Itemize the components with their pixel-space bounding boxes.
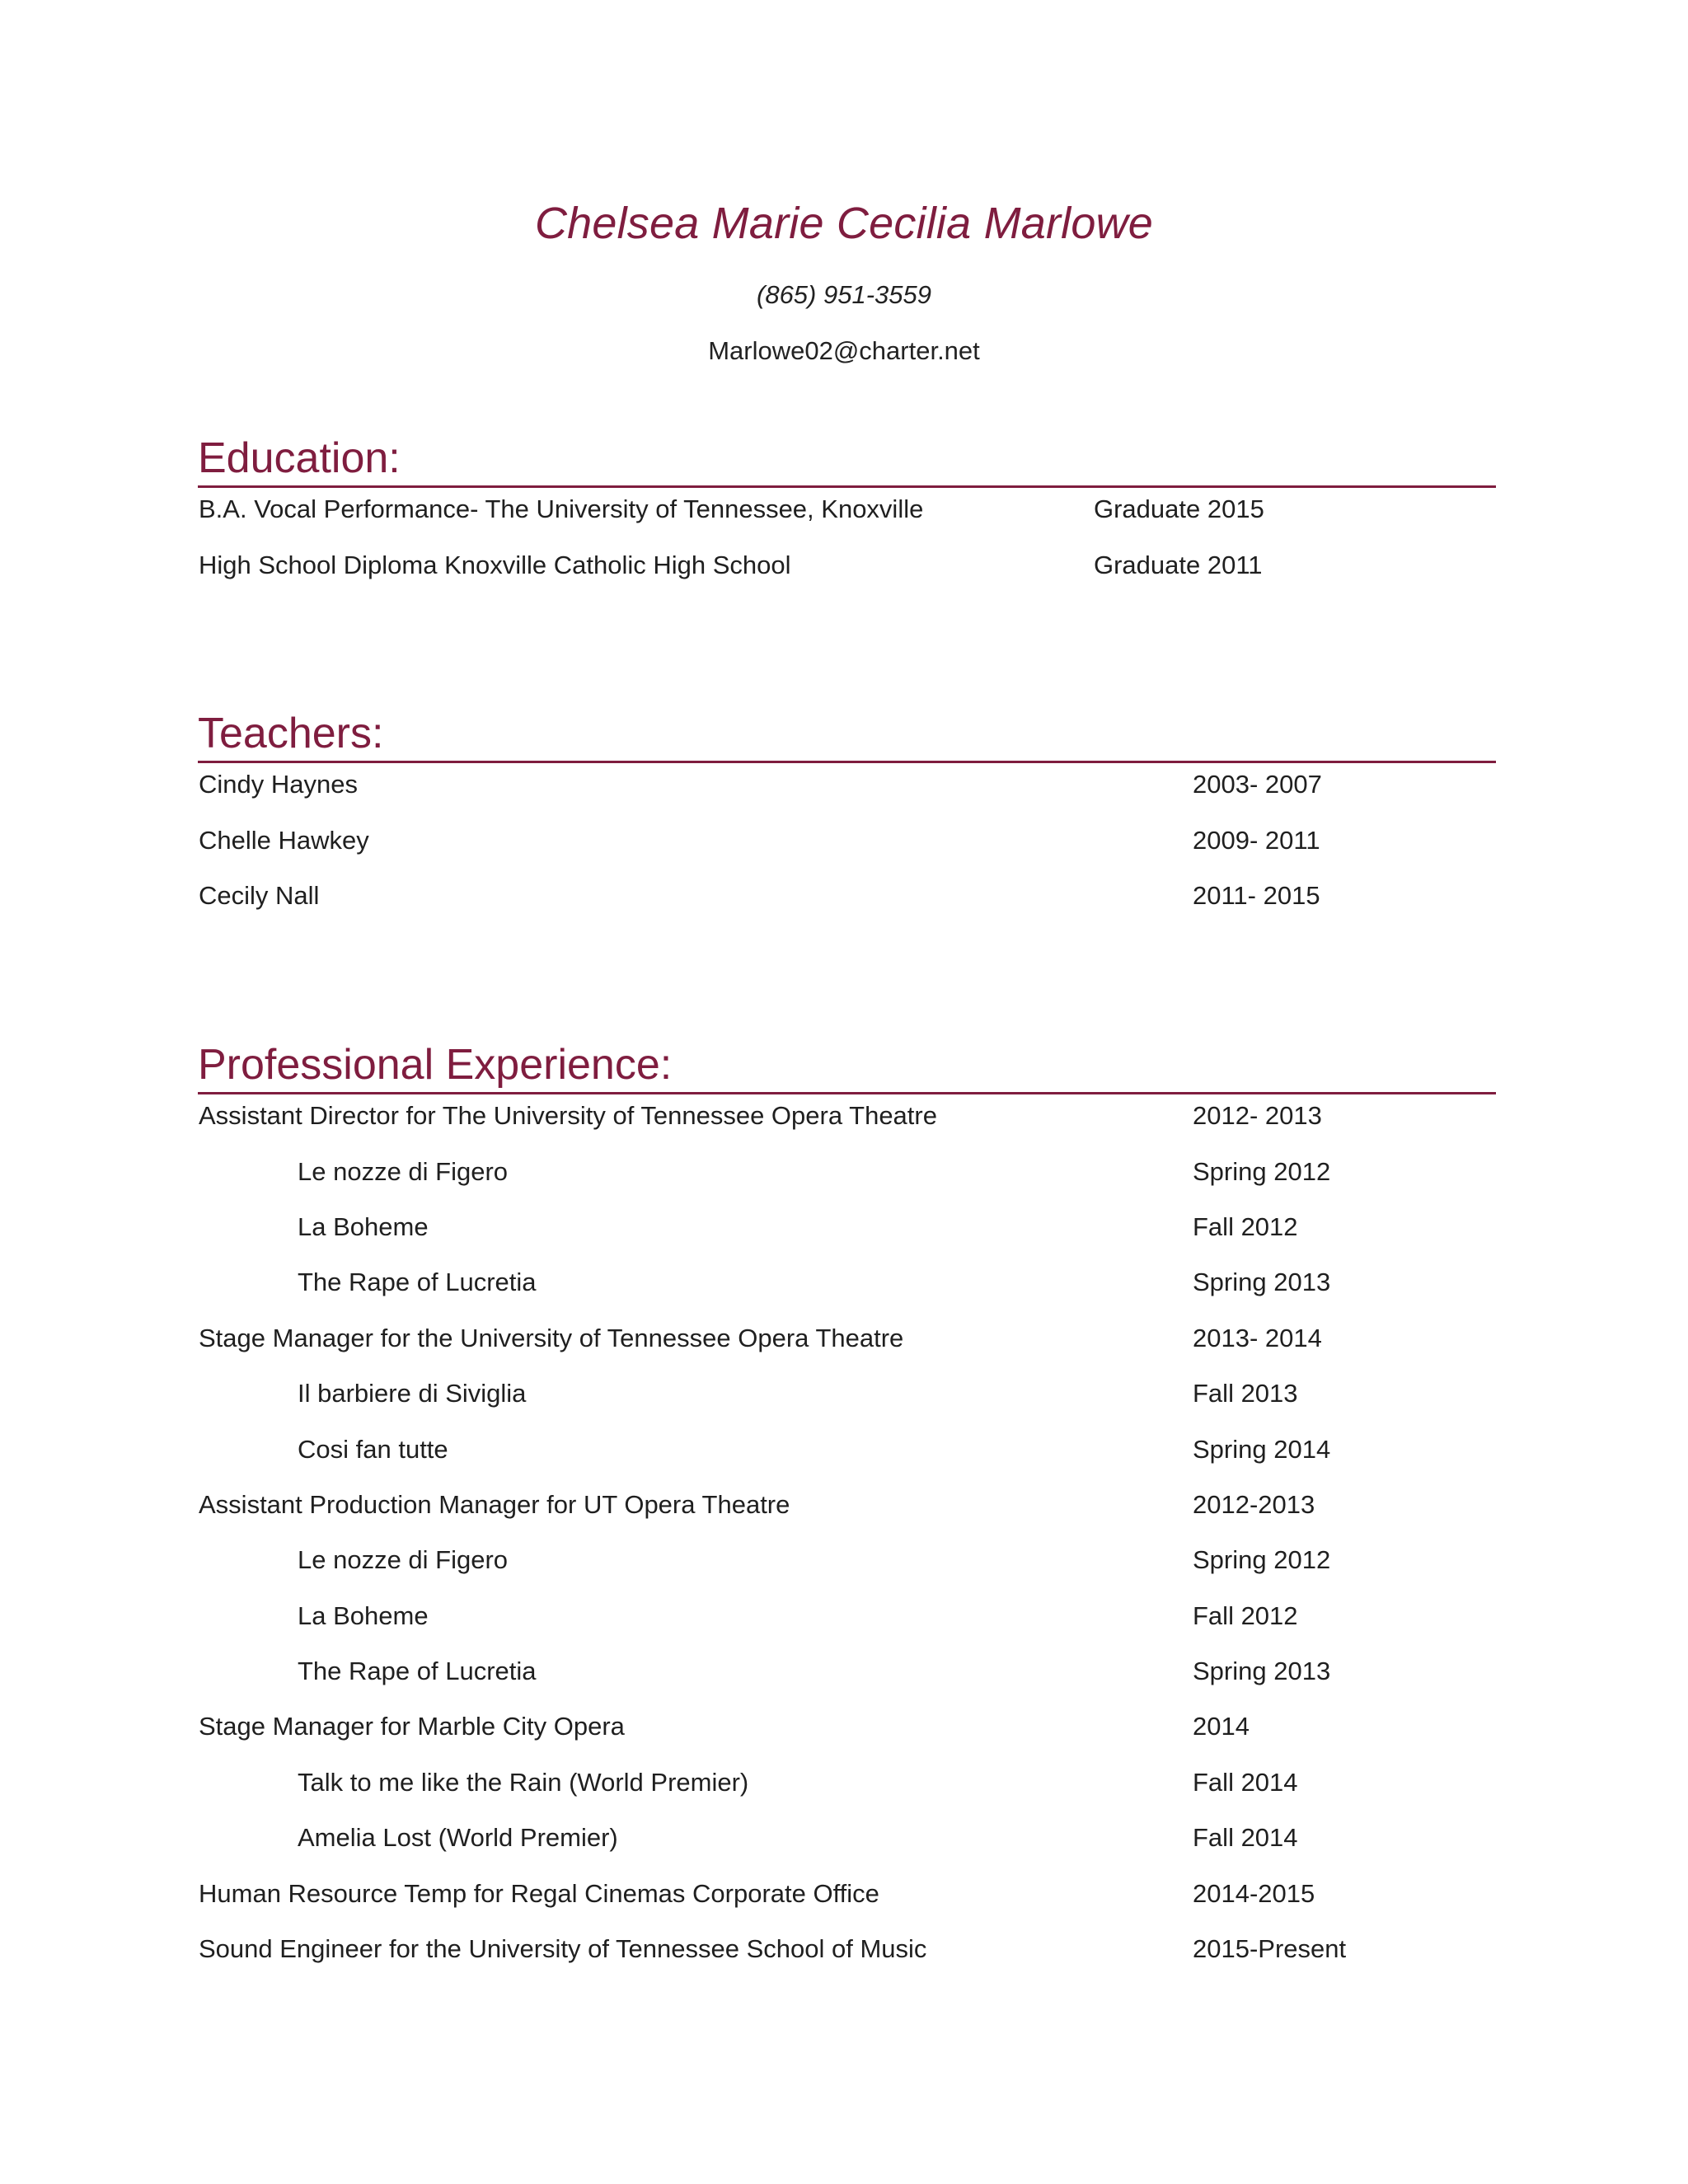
experience-date: Fall 2014 <box>1193 1767 1298 1797</box>
experience-production: La Boheme <box>298 1212 429 1241</box>
experience-production: Cosi fan tutte <box>298 1434 448 1464</box>
teacher-name: Cecily Nall <box>199 880 320 910</box>
experience-date: 2012- 2013 <box>1193 1101 1322 1131</box>
teachers-section <box>198 710 1496 930</box>
experience-production: Talk to me like the Rain (World Premier) <box>298 1767 749 1797</box>
experience-date: Fall 2012 <box>1193 1212 1298 1241</box>
experience-production: Le nozze di Figero <box>298 1156 509 1186</box>
experience-role: Assistant Director for The University of Tennessee Opera Theatre <box>199 1101 937 1131</box>
experience-role: Stage Manager for the University of Tennessee Opera Theatre <box>199 1323 904 1352</box>
experience-production-row <box>198 1816 1496 1872</box>
experience-role: Sound Engineer for the University of Tennessee School of Music <box>199 1934 927 1964</box>
experience-production: The Rape of Lucretia <box>298 1657 537 1686</box>
experience-production: Le nozze di Figero <box>298 1545 509 1575</box>
experience-role-row <box>198 1872 1496 1928</box>
education-degree: High School Diploma Knoxville Catholic High School <box>199 550 791 579</box>
experience-date: Spring 2012 <box>1193 1156 1331 1186</box>
experience-date: 2014 <box>1193 1712 1250 1741</box>
education-row <box>198 544 1496 599</box>
experience-role-row <box>198 1928 1496 1983</box>
experience-production: Il barbiere di Siviglia <box>298 1379 527 1408</box>
experience-production: Amelia Lost (World Premier) <box>298 1823 618 1853</box>
teacher-years: 2009- 2011 <box>1193 825 1320 855</box>
teacher-years: 2003- 2007 <box>1193 770 1322 799</box>
experience-production-row <box>198 1595 1496 1650</box>
education-date: Graduate 2015 <box>1094 494 1264 524</box>
experience-role-row <box>198 1317 1496 1372</box>
experience-date: Spring 2012 <box>1193 1545 1331 1575</box>
email-address: Marlowe02@charter.net <box>708 336 980 365</box>
experience-date: 2015-Present <box>1193 1934 1347 1964</box>
experience-production-row <box>198 1261 1496 1316</box>
experience-production-row <box>198 1372 1496 1427</box>
education-row <box>198 488 1496 543</box>
teacher-name: Chelle Hawkey <box>199 825 369 855</box>
experience-role-row <box>198 1094 1496 1150</box>
experience-role: Human Resource Temp for Regal Cinemas Corporate Office <box>199 1878 879 1908</box>
experience-date: Fall 2014 <box>1193 1823 1298 1853</box>
experience-role: Assistant Production Manager for UT Opera Theatre <box>199 1489 790 1519</box>
experience-production-row <box>198 1539 1496 1594</box>
teachers-heading: Teachers: <box>198 710 1496 763</box>
phone-number: (865) 951-3559 <box>757 280 931 309</box>
experience-date: Fall 2012 <box>1193 1601 1298 1630</box>
experience-production-row <box>198 1428 1496 1483</box>
experience-date: 2012-2013 <box>1193 1489 1315 1519</box>
experience-production-row <box>198 1650 1496 1705</box>
teacher-row <box>198 874 1496 930</box>
teacher-row <box>198 819 1496 874</box>
experience-production-row <box>198 1206 1496 1261</box>
experience-date: Spring 2013 <box>1193 1268 1331 1297</box>
experience-production: La Boheme <box>298 1601 429 1630</box>
experience-date: Spring 2013 <box>1193 1657 1331 1686</box>
resume-name: Chelsea Marie Cecilia Marlowe <box>534 199 1154 248</box>
experience-date: Spring 2014 <box>1193 1434 1331 1464</box>
education-heading: Education: <box>198 435 1496 488</box>
experience-heading: Professional Experience: <box>198 1042 1496 1094</box>
experience-date: Fall 2013 <box>1193 1379 1298 1408</box>
experience-production-row <box>198 1151 1496 1206</box>
experience-role: Stage Manager for Marble City Opera <box>199 1712 625 1741</box>
experience-date: 2014-2015 <box>1193 1878 1315 1908</box>
teacher-name: Cindy Haynes <box>199 770 358 799</box>
experience-date: 2013- 2014 <box>1193 1323 1322 1352</box>
education-degree: B.A. Vocal Performance- The University of Tennessee, Knoxville <box>199 494 924 524</box>
experience-role-row <box>198 1483 1496 1539</box>
education-section <box>198 435 1496 599</box>
experience-production-row <box>198 1761 1496 1816</box>
experience-production: The Rape of Lucretia <box>298 1268 537 1297</box>
education-date: Graduate 2011 <box>1094 550 1263 579</box>
experience-role-row <box>198 1705 1496 1760</box>
teacher-row <box>198 763 1496 818</box>
experience-section <box>198 1042 1496 1983</box>
teacher-years: 2011- 2015 <box>1193 880 1320 910</box>
